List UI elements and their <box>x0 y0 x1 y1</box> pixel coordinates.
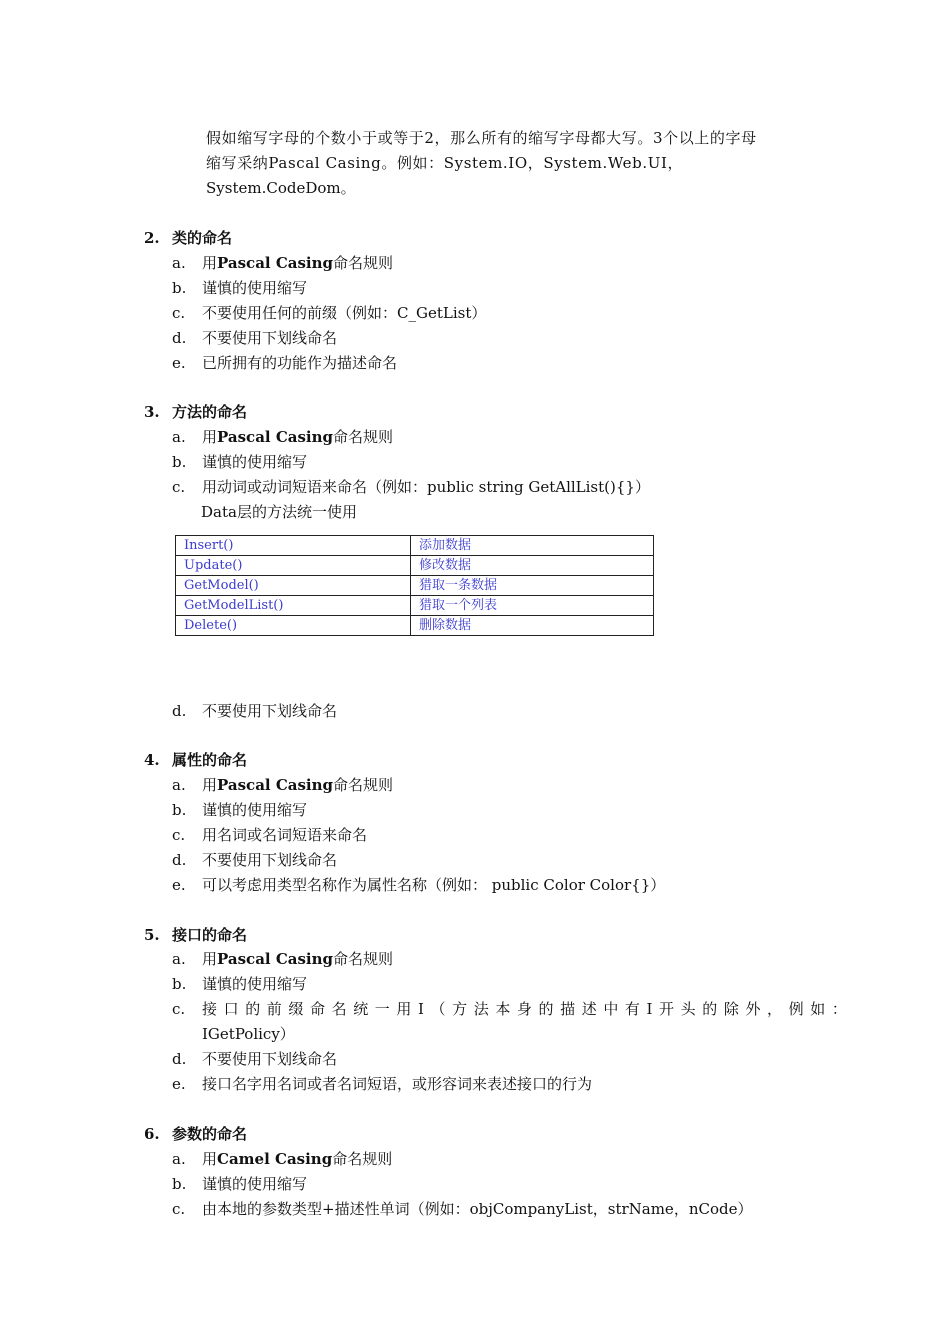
data-layer-methods-table <box>175 535 654 636</box>
item-letter: c. <box>172 826 186 844</box>
item-letter: a. <box>172 776 186 794</box>
item-letter: a. <box>172 1150 186 1168</box>
list-item <box>172 874 665 895</box>
section-4-heading <box>144 749 247 770</box>
item-text: 不要使用下划线命名 <box>202 329 338 347</box>
intro-line-2: 缩写采纳Pascal Casing。例如：System.IO，System.Web.UI， <box>206 154 684 172</box>
item-text: 由本地的参数类型+描述性单词（例如：objCompanyList，strName，nCode） <box>202 1200 753 1218</box>
casing-term: Camel Casing <box>217 1150 333 1168</box>
item-letter: b. <box>172 453 187 471</box>
item-letter: a. <box>172 428 186 446</box>
item-text: 谨慎的使用缩写 <box>202 801 308 819</box>
item-text: 命名规则 <box>333 950 394 968</box>
section-number: 2. <box>144 229 160 247</box>
table-row <box>176 596 654 616</box>
table-row <box>176 556 654 576</box>
item-letter: c. <box>172 1000 186 1018</box>
item-text: 用动词或动词短语来命名（例如：public string GetAllList(){}） <box>202 478 650 496</box>
item-text: 命名规则 <box>332 1150 393 1168</box>
item-text: 可以考虑用类型名称作为属性名称（例如： public Color Color{}） <box>202 876 666 894</box>
item-letter: a. <box>172 254 186 272</box>
section-title: 类的命名 <box>172 229 233 247</box>
list-item <box>172 302 486 323</box>
item-letter: d. <box>172 1050 187 1068</box>
section-5-heading <box>144 924 247 945</box>
table-row <box>176 616 654 636</box>
item-letter: d. <box>172 702 187 720</box>
item-text: 接口的前缀命名统一用I（方法本身的描述中有I开头的除外，例如： <box>202 1000 854 1018</box>
list-item <box>172 774 393 795</box>
item-letter: b. <box>172 279 187 297</box>
list-item <box>172 327 337 348</box>
item-text: 谨慎的使用缩写 <box>202 279 308 297</box>
item-letter: a. <box>172 950 186 968</box>
item-letter: b. <box>172 975 187 993</box>
method-cell: GetModel() <box>176 576 411 596</box>
description-cell: 修改数据 <box>411 556 654 576</box>
list-item <box>172 1048 337 1069</box>
section-title: 参数的命名 <box>172 1125 248 1143</box>
item-text: 不要使用下划线命名 <box>202 702 338 720</box>
list-item <box>172 1173 307 1194</box>
item-letter: e. <box>172 876 186 894</box>
item-text: 谨慎的使用缩写 <box>202 453 308 471</box>
list-item <box>172 426 393 447</box>
casing-term: Pascal Casing <box>217 776 334 794</box>
item-continuation: IGetPolicy） <box>202 1025 295 1043</box>
item-text: 命名规则 <box>333 254 394 272</box>
method-cell: GetModelList() <box>176 596 411 616</box>
section-title: 方法的命名 <box>172 403 248 421</box>
item-letter: d. <box>172 329 187 347</box>
section-number: 5. <box>144 926 160 944</box>
description-cell: 添加数据 <box>411 536 654 556</box>
item-text: 用 <box>202 950 218 968</box>
data-layer-note: Data层的方法统一使用 <box>201 503 357 521</box>
list-item <box>172 799 307 820</box>
list-item <box>172 824 367 845</box>
table-row <box>176 536 654 556</box>
list-item <box>172 1198 752 1219</box>
item-text: 用 <box>202 776 218 794</box>
section-6-heading <box>144 1123 247 1144</box>
item-letter: c. <box>172 1200 186 1218</box>
method-cell: Update() <box>176 556 411 576</box>
item-text: 用 <box>202 428 218 446</box>
item-text: 谨慎的使用缩写 <box>202 975 308 993</box>
list-item <box>172 973 307 994</box>
casing-term: Pascal Casing <box>217 950 334 968</box>
list-item <box>172 476 650 497</box>
list-item <box>172 849 337 870</box>
section-number: 3. <box>144 403 160 421</box>
casing-term: Pascal Casing <box>217 428 334 446</box>
casing-term: Pascal Casing <box>217 254 334 272</box>
item-letter: c. <box>172 304 186 322</box>
item-text: 用名词或名词短语来命名 <box>202 826 368 844</box>
item-letter: e. <box>172 354 186 372</box>
list-item <box>172 1148 392 1169</box>
item-text: 已所拥有的功能作为描述命名 <box>202 354 398 372</box>
item-text: 用 <box>202 254 218 272</box>
item-text: 不要使用下划线命名 <box>202 1050 338 1068</box>
description-cell: 猎取一个列表 <box>411 596 654 616</box>
section-number: 4. <box>144 751 160 769</box>
list-item <box>172 252 393 273</box>
section-title: 接口的命名 <box>172 926 248 944</box>
item-text: 接口名字用名词或者名词短语，或形容词来表述接口的行为 <box>202 1075 593 1093</box>
description-cell: 删除数据 <box>411 616 654 636</box>
section-number: 6. <box>144 1125 160 1143</box>
list-item <box>172 1073 592 1094</box>
method-cell: Insert() <box>176 536 411 556</box>
item-letter: b. <box>172 801 187 819</box>
item-text: 命名规则 <box>333 776 394 794</box>
item-letter: b. <box>172 1175 187 1193</box>
intro-line-3: System.CodeDom。 <box>206 179 356 197</box>
item-letter: d. <box>172 851 187 869</box>
list-item <box>172 451 307 472</box>
section-3-heading <box>144 401 247 422</box>
item-letter: c. <box>172 478 186 496</box>
list-item <box>172 998 853 1019</box>
description-cell: 猎取一条数据 <box>411 576 654 596</box>
list-item <box>172 352 397 373</box>
list-item <box>172 700 337 721</box>
intro-line-1: 假如缩写字母的个数小于或等于2，那么所有的缩写字母都大写。3个以上的字母 <box>206 129 757 147</box>
method-cell: Delete() <box>176 616 411 636</box>
item-letter: e. <box>172 1075 186 1093</box>
item-text: 谨慎的使用缩写 <box>202 1175 308 1193</box>
table-row <box>176 576 654 596</box>
list-item <box>172 948 393 969</box>
item-text: 不要使用下划线命名 <box>202 851 338 869</box>
item-text: 命名规则 <box>333 428 394 446</box>
section-2-heading <box>144 227 232 248</box>
list-item <box>172 277 307 298</box>
item-text: 用 <box>202 1150 218 1168</box>
section-title: 属性的命名 <box>172 751 248 769</box>
item-text: 不要使用任何的前缀（例如：C_GetList） <box>202 304 487 322</box>
